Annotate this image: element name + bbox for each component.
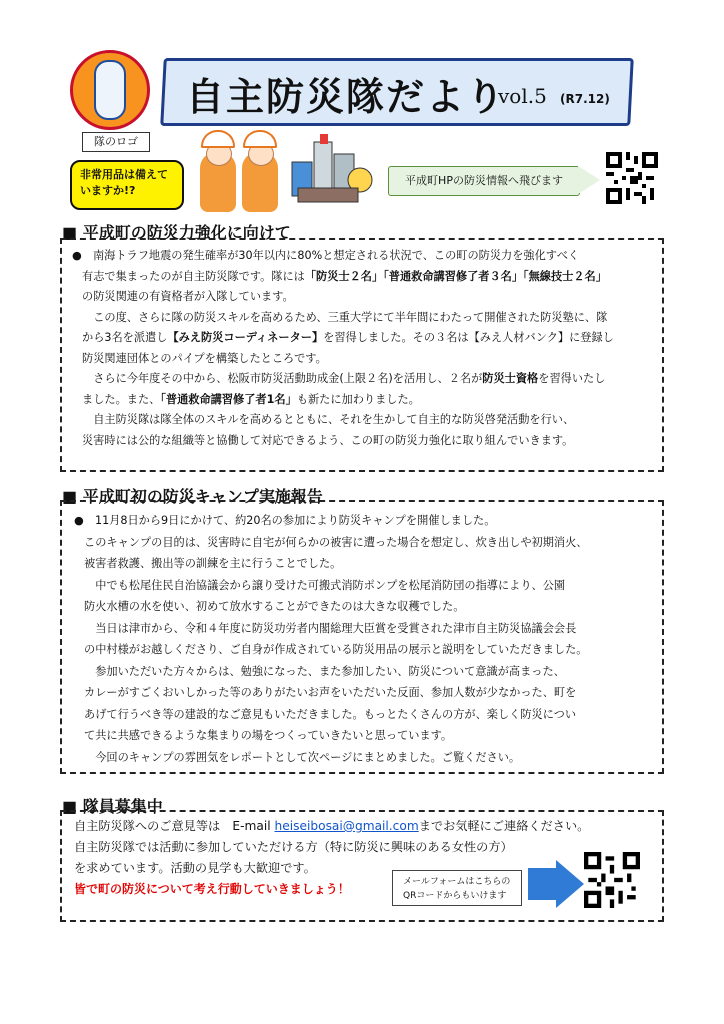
recruit-slogan: 皆で町の防災について考え行動していきましょう！ xyxy=(74,882,350,896)
contact-text: 自主防災隊へのご意見等は E-mail xyxy=(74,819,275,833)
section2-line: 防火水槽の水を使い、初めて放水することができたのは大きな収穫でした。 xyxy=(84,600,465,613)
section2-line: 今回のキャンプの雰囲気をレポートとして次ページにまとめました。ご覧ください。 xyxy=(84,750,521,764)
section1-line xyxy=(72,267,614,288)
mail-form-qr-code[interactable] xyxy=(584,852,640,908)
section2-line: カレーがすごくおいしかった等のありがたいお声をいただいた反面、参加人数が少なかった、町を xyxy=(84,686,577,699)
section2-line: の中村様がお越しくださり、ご自身が作成されている防災用品の展示と説明をしていただきました。 xyxy=(84,643,588,656)
emphasis-text: 【みえ防災コーディネーター】 xyxy=(167,331,324,344)
section-heading-recruiting: ■ 隊員募集中 xyxy=(62,797,163,816)
body-text: 有志で集まったのが自主防災隊です。隊には xyxy=(82,269,305,283)
body-text: ● 南海トラフ地震の発生確率が30年以内に80%と想定される状況で、この町の防災力を強化すべく xyxy=(72,249,580,262)
section1-line xyxy=(72,431,614,452)
emphasis-text: 「普通救命講習修了者1名」 xyxy=(160,392,297,406)
body-text: の防災関連の有資格者が入隊しています。 xyxy=(82,290,294,303)
section1-body xyxy=(72,246,614,451)
section1-line xyxy=(72,349,614,370)
section-heading-strengthening: ■ 平成町の防災力強化に向けて xyxy=(62,223,291,242)
section2-line: 被害者救護、搬出等の訓練を主に行うことでした。 xyxy=(84,557,342,570)
section2-line: 中でも松尾住民自治協議会から譲り受けた可搬式消防ポンプを松尾消防団の指導により、公園 xyxy=(84,578,566,592)
hp-link-label: 平成町HPの防災情報へ飛びます xyxy=(388,166,580,196)
body-text: 自主防災隊は隊全体のスキルを高めるとともに、それを生かして自主的な防災啓発活動を行い、 xyxy=(82,413,575,426)
section2-body xyxy=(74,510,587,768)
section1-line xyxy=(72,246,614,267)
section1-line xyxy=(72,390,614,411)
body-text: を習得しました。その３名は【みえ人材バンク】に登録し xyxy=(323,331,614,344)
contact-line xyxy=(74,816,589,837)
emergency-supplies-icon xyxy=(290,132,374,204)
arrow-right-icon xyxy=(556,860,584,908)
body-text: この度、さらに隊の防災スキルを高めるため、三重大学にて半年間にわたって開催された防災塾に、隊 xyxy=(82,310,608,324)
section1-line xyxy=(72,328,614,349)
body-text: さらに今年度その中から、松阪市防災活動助成金(上限２名)を活用し、２名が xyxy=(82,372,483,385)
issue-date: (R7.12) xyxy=(560,92,610,106)
section-heading-camp-report: ■ 平成町初の防災キャンプ実施報告 xyxy=(62,487,323,506)
section1-line xyxy=(72,410,614,431)
emphasis-text: 防災士資格 xyxy=(482,372,539,385)
section2-line: ● 11月8日から9日にかけて、約20名の参加により防災キャンプを開催しました。 xyxy=(74,514,496,527)
emphasis-text: 「防災士２名」「普通救命講習修了者３名」「無線技士２名」 xyxy=(304,269,607,283)
mail-form-note xyxy=(392,870,522,906)
form-note-line-1: メールフォームはこちらの xyxy=(403,877,511,887)
worker-illustration xyxy=(196,130,286,206)
body-text: 災害時には公的な組織等と協働して対応できるよう、この町の防災力強化に取り組んでいきます。 xyxy=(82,433,574,447)
volume-number: vol.5 xyxy=(498,84,547,108)
body-text: ました。また、 xyxy=(82,392,161,406)
body-text: から3名を派遣し xyxy=(82,331,168,344)
body-text: を習得いたし xyxy=(538,372,606,385)
section1-line xyxy=(72,287,614,308)
section1-line xyxy=(72,308,614,329)
speech-bubble: 非常用品は備えていますか!? xyxy=(70,160,184,210)
arrow-body xyxy=(528,868,558,900)
section2-line: て共に共感できるような集まりの場をつくっていきたいと思っています。 xyxy=(84,729,453,742)
newsletter-title: 自主防災隊だより xyxy=(186,74,507,119)
arrow-right-icon xyxy=(578,166,600,194)
recruit-line-1: 自主防災隊では活動に参加していただける方（特に防災に興味のある女性の方） xyxy=(74,840,513,854)
section2-line: 参加いただいた方々からは、勉強になった、また参加したい、防災について意識が高まった、 xyxy=(84,664,565,678)
contact-text-end: までお気軽にご連絡ください。 xyxy=(418,819,590,833)
section2-line: あげて行うべき等の建設的なご意見もいただきました。もっとたくさんの方が、楽しく防災につい xyxy=(84,707,577,721)
body-text: も新たに加わりました。 xyxy=(296,392,420,406)
section2-line: このキャンプの目的は、災害時に自宅が何らかの被害に遭った場合を想定し、炊き出しや初期消火、 xyxy=(84,535,588,549)
section1-line xyxy=(72,369,614,390)
hp-qr-code[interactable] xyxy=(606,152,658,204)
section2-line: 当日は津市から、令和４年度に防災功労者内閣総理大臣賞を受賞された津市自主防災協議会会長 xyxy=(84,621,577,635)
email-link[interactable]: heiseibosai@gmail.com xyxy=(274,819,419,833)
body-text: 防災関連団体とのパイプを構築したところです。 xyxy=(82,351,327,365)
form-note-line-2: QRコードからもいけます xyxy=(403,891,507,901)
logo-caption: 隊のロゴ xyxy=(82,132,150,152)
logo-emblem-icon xyxy=(94,60,126,120)
recruit-line-2: を求めています。活動の見学も大歓迎です。 xyxy=(74,861,316,875)
